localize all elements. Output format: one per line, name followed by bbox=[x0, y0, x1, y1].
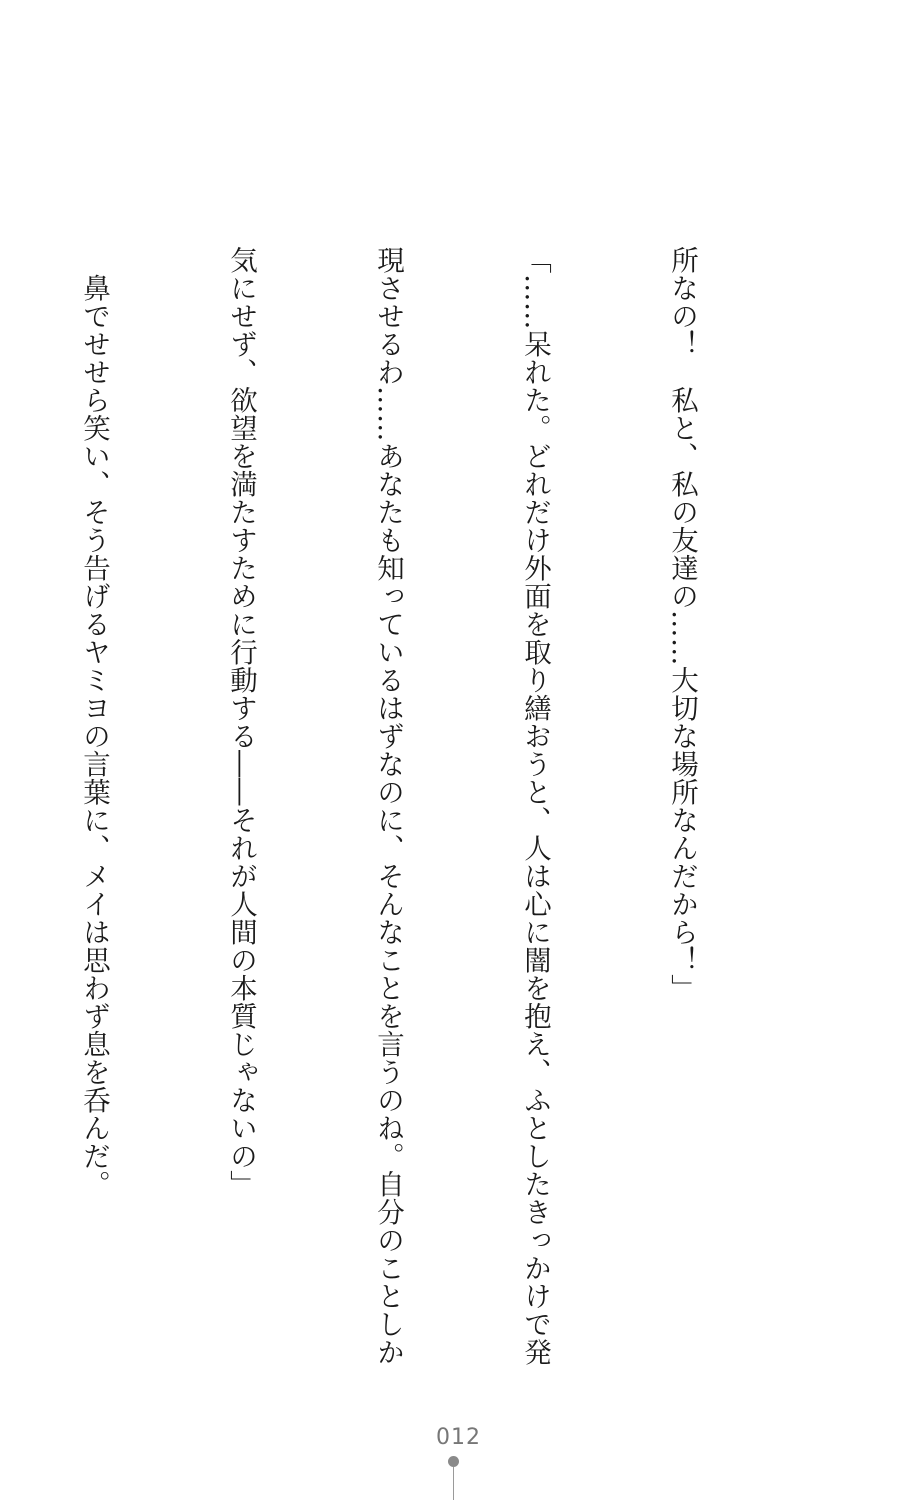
text-line: 気にせず、欲望を満たすために行動する――それが人間の本質じゃないの」 bbox=[225, 246, 257, 1198]
page-marker-dot bbox=[448, 1456, 459, 1467]
page-marker-line bbox=[453, 1467, 454, 1500]
text-line: 鼻でせせら笑い、そう告げるヤミヨの言葉に、メイは思わず息を呑んだ。 bbox=[78, 246, 110, 1198]
text-line: 「……呆れた。どれだけ外面を取り繕おうと、人は心に闇を抱え、ふとしたきっかけで発 bbox=[519, 246, 551, 1366]
page-number: 012 bbox=[436, 1425, 481, 1450]
novel-body-text bbox=[78, 246, 804, 1366]
text-line: 所なの！ 私と、私の友達の……大切な場所なんだから！」 bbox=[666, 246, 698, 1002]
text-line: 現させるわ……あなたも知っているはずなのに、そんなことを言うのね。自分のことしか bbox=[372, 246, 404, 1366]
